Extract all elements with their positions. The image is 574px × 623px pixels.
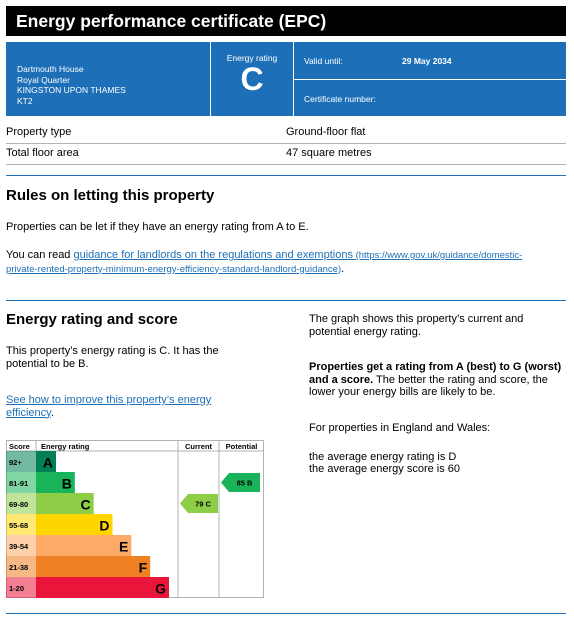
band-bar-f	[36, 556, 150, 577]
section-divider	[6, 175, 566, 176]
certificate-number-label: Certificate number:	[304, 94, 376, 104]
rules-paragraph: Properties can be let if they have an energy rating from A to E.	[6, 221, 309, 233]
valid-until-label: Valid until:	[304, 56, 343, 66]
band-letter-a: A	[42, 454, 53, 471]
improve-efficiency-link[interactable]: See how to improve this property’s energy efficiency	[6, 394, 212, 419]
guidance-link[interactable]: guidance for landlords on the regulations and exemptions (https://www.gov.uk/guidance/domestic- private-rented-property-minimum-energy-efficiency-standard-landlord-guidance)	[6, 249, 523, 275]
band-letter-f: F	[138, 559, 148, 576]
property-type-value: Ground-floor flat	[286, 126, 366, 138]
current-column-header: Current	[184, 442, 213, 451]
rating-explanation: Properties get a rating from A (best) to G (worst) and a score. The better the rating and score, the lower your energy bills are likely to be.	[309, 361, 562, 398]
section-divider	[6, 613, 566, 614]
energy-rating-panel	[211, 42, 293, 116]
rating-column-header: Energy rating	[41, 442, 90, 451]
band-range-label: 1-20	[9, 584, 25, 593]
address-line: Dartmouth House	[17, 64, 84, 74]
band-bar-g	[36, 577, 169, 598]
band-letter-b: B	[61, 475, 72, 492]
address-panel	[6, 42, 210, 116]
address-line: KINGSTON UPON THAMES	[17, 85, 126, 95]
band-range-label: 92+	[9, 458, 22, 467]
band-letter-e: E	[118, 538, 129, 555]
score-column-header: Score	[9, 442, 30, 451]
property-type-row	[6, 122, 566, 144]
graph-description: The graph shows this property’s current and potential energy rating.	[309, 313, 524, 338]
average-score-text: the average energy score is 60	[309, 463, 461, 475]
floor-area-row	[6, 143, 566, 165]
section-divider	[6, 300, 566, 301]
improve-paragraph: See how to improve this property’s energy efficiency.	[6, 394, 212, 419]
band-range-label: 69-80	[9, 500, 29, 509]
rules-heading: Rules on letting this property	[6, 187, 215, 204]
address-line: KT2	[17, 95, 33, 106]
band-range-label: 39-54	[9, 542, 29, 551]
average-rating-text: the average energy rating is D	[309, 451, 457, 463]
rating-summary: This property’s energy rating is C. It has the potential to be B.	[6, 345, 219, 370]
energy-rating-letter: C	[240, 61, 264, 97]
band-letter-d: D	[99, 517, 110, 534]
valid-until-panel	[294, 42, 566, 79]
band-letter-c: C	[80, 496, 91, 513]
floor-area-value: 47 square metres	[286, 147, 372, 159]
score-heading: Energy rating and score	[6, 311, 178, 328]
valid-until-value: 29 May 2034	[402, 56, 452, 66]
floor-area-label: Total floor area	[6, 147, 79, 159]
guidance-prefix: You can read	[6, 249, 74, 261]
potential-rating-label: 85 B	[236, 478, 253, 488]
band-bar-e	[36, 535, 131, 556]
england-wales-text: For properties in England and Wales:	[309, 422, 491, 434]
page-title: Energy performance certificate (EPC)	[6, 6, 566, 36]
potential-column-header: Potential	[225, 442, 258, 451]
guidance-paragraph	[6, 249, 522, 276]
guidance-suffix: .	[341, 262, 345, 275]
energy-rating-label: Energy rating	[226, 53, 278, 63]
current-rating-label: 79 C	[195, 499, 211, 509]
band-letter-g: G	[155, 580, 166, 597]
property-type-label: Property type	[6, 126, 72, 138]
band-range-label: 55-68	[9, 521, 29, 530]
band-range-label: 81-91	[9, 479, 29, 488]
energy-rating-chart	[6, 440, 264, 598]
address-line: Royal Quarter	[17, 74, 70, 85]
band-range-label: 21-38	[9, 563, 29, 572]
certificate-number-panel	[294, 80, 566, 116]
